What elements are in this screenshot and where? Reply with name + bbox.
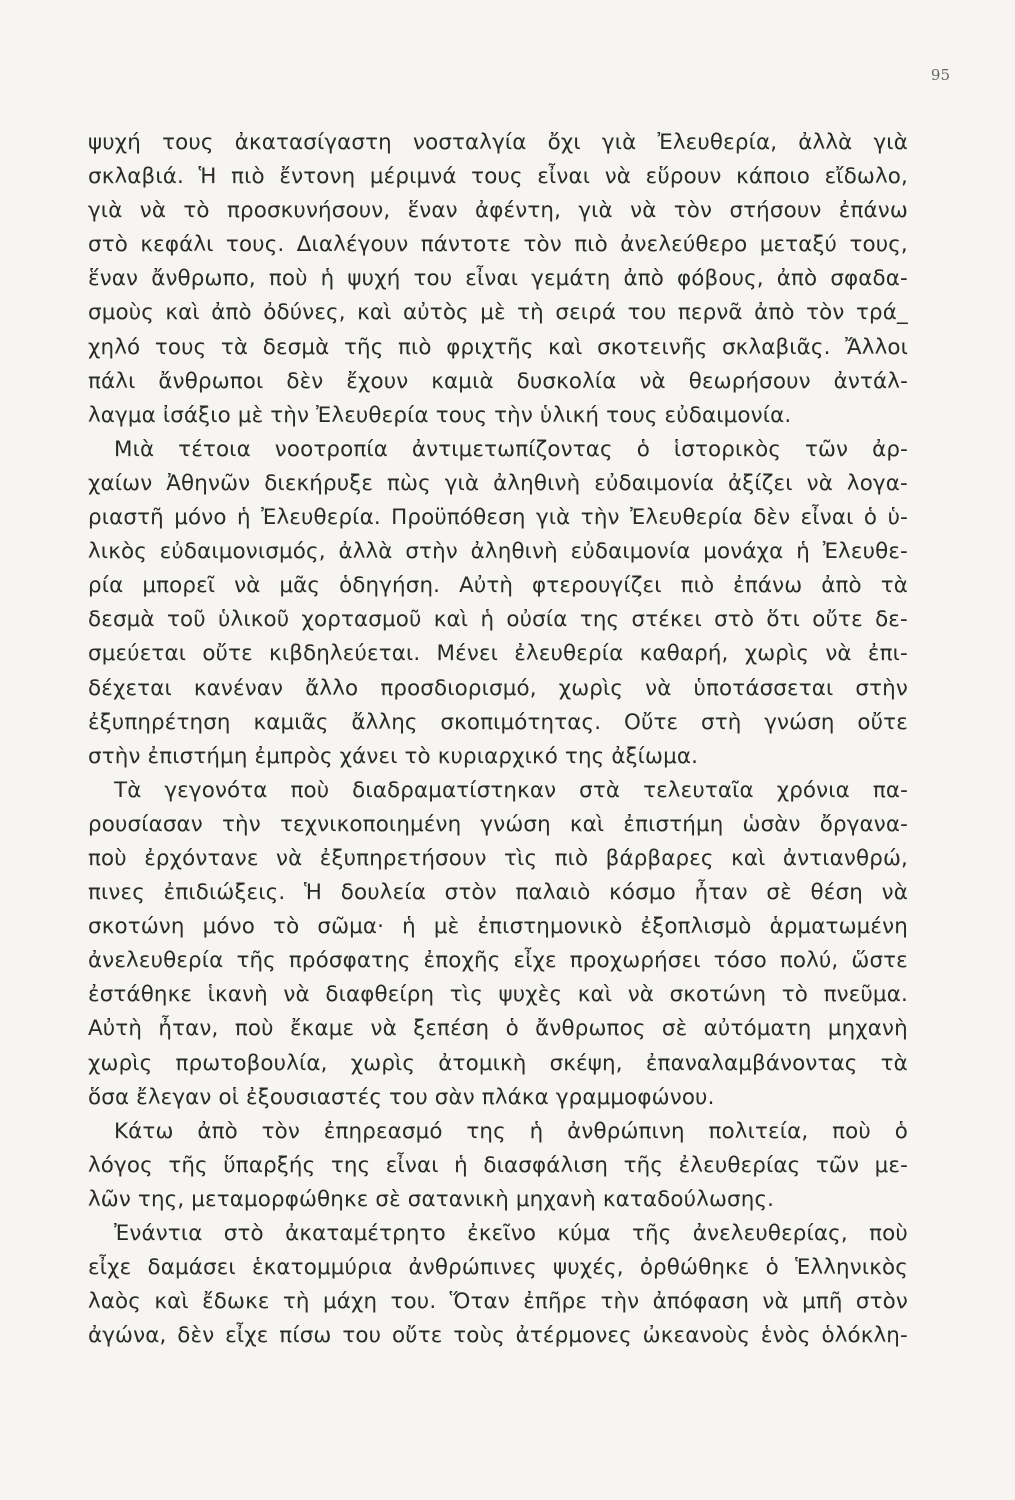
text-line: εἶχε δαμάσει ἑκατομμύρια ἀνθρώπινες ψυχές, ὀρθώθηκε ὁ Ἑλληνικὸς [88, 1255, 908, 1281]
text-line: σμοὺς καὶ ἀπὸ ὀδύνες, καὶ αὐτὸς μὲ τὴ σειρά του περνᾶ ἀπὸ τὸν τρά_ [88, 300, 908, 326]
text-line: δεσμὰ τοῦ ὑλικοῦ χορτασμοῦ καὶ ἡ οὐσία της στέκει στὸ ὅτι οὔτε δε- [88, 607, 908, 633]
text-line: λῶν της, μεταμορφώθηκε σὲ σατανικὴ μηχανὴ καταδούλωσης. [88, 1186, 775, 1212]
text-line: ρουσίασαν τὴν τεχνικοποιημένη γνώση καὶ ἐπιστήμη ὡσὰν ὄργανα- [88, 811, 908, 837]
text-line: λαγμα ἰσάξιο μὲ τὴν Ἐλευθερία τους τὴν ὑλική τους εὐδαιμονία. [88, 402, 792, 428]
text-line: χαίων Ἀθηνῶν διεκήρυξε πὼς γιὰ ἀληθινὴ εὐδαιμονία ἀξίζει νὰ λογα- [88, 470, 908, 496]
text-line: Τὰ γεγονότα ποὺ διαδραματίστηκαν στὰ τελευταῖα χρόνια πα- [114, 777, 908, 803]
text-line: σκλαβιά. Ἡ πιὸ ἔντονη μέριμνά τους εἶναι νὰ εὕρουν κάποιο εἴδωλο, [88, 164, 908, 190]
text-line: ἐξυπηρέτηση καμιᾶς ἄλλης σκοπιμότητας. Οὔτε στὴ γνώση οὔτε [88, 709, 908, 735]
text-line: χηλό τους τὰ δεσμὰ τῆς πιὸ φριχτῆς καὶ σκοτεινῆς σκλαβιᾶς. Ἄλλοι [88, 334, 908, 360]
text-line: ριαστῆ μόνο ἡ Ἐλευθερία. Προϋπόθεση γιὰ τὴν Ἐλευθερία δὲν εἶναι ὁ ὑ- [88, 505, 908, 531]
text-line: ρία μπορεῖ νὰ μᾶς ὁδηγήση. Αὐτὴ φτερουγίζει πιὸ ἐπάνω ἀπὸ τὰ [88, 573, 908, 599]
text-line: δέχεται κανέναν ἄλλο προσδιορισμό, χωρὶς νὰ ὑποτάσσεται στὴν [88, 675, 908, 701]
text-line: λαὸς καὶ ἔδωκε τὴ μάχη του. Ὅταν ἐπῆρε τὴν ἀπόφαση νὰ μπῆ στὸν [88, 1289, 908, 1315]
text-line: σκοτώνη μόνο τὸ σῶμα· ἡ μὲ ἐπιστημονικὸ ἐξοπλισμὸ ἁρματωμένη [88, 914, 908, 940]
text-line: ποὺ ἐρχόντανε νὰ ἐξυπηρετήσουν τὶς πιὸ βάρβαρες καὶ ἀντιανθρώ, [88, 845, 908, 871]
text-line: στὸ κεφάλι τους. Διαλέγουν πάντοτε τὸν πιὸ ἀνελεύθερο μεταξύ τους, [88, 232, 908, 258]
text-line: ἐστάθηκε ἱκανὴ νὰ διαφθείρη τὶς ψυχὲς καὶ νὰ σκοτώνη τὸ πνεῦμα. [88, 982, 908, 1008]
text-line: σμεύεται οὔτε κιβδηλεύεται. Μένει ἐλευθερία καθαρή, χωρὶς νὰ ἐπι- [88, 641, 908, 667]
text-line: ἕναν ἄνθρωπο, ποὺ ἡ ψυχή του εἶναι γεμάτη ἀπὸ φόβους, ἀπὸ σφαδα- [88, 266, 908, 292]
text-line: λικὸς εὐδαιμονισμός, ἀλλὰ στὴν ἀληθινὴ εὐδαιμονία μονάχα ἡ Ἐλευθε- [88, 539, 908, 565]
text-line: ὅσα ἔλεγαν οἱ ἐξουσιαστές του σὰν πλάκα γραμμοφώνου. [88, 1084, 715, 1110]
text-line: Μιὰ τέτοια νοοτροπία ἀντιμετωπίζοντας ὁ ἱστορικὸς τῶν ἀρ- [114, 436, 908, 462]
text-line: Ἐνάντια στὸ ἀκαταμέτρητο ἐκεῖνο κύμα τῆς ἀνελευθερίας, ποὺ [114, 1221, 908, 1246]
text-line: ἀγώνα, δὲν εἶχε πίσω του οὔτε τοὺς ἀτέρμονες ὠκεανοὺς ἑνὸς ὁλόκλη- [88, 1323, 908, 1349]
page-number: 95 [930, 66, 950, 84]
text-line: λόγος τῆς ὕπαρξής της εἶναι ἡ διασφάλιση τῆς ἐλευθερίας τῶν με- [88, 1152, 908, 1178]
body-text [88, 126, 908, 1353]
text-line: Αὐτὴ ἦταν, ποὺ ἔκαμε νὰ ξεπέση ὁ ἄνθρωπος σὲ αὐτόματη μηχανὴ [88, 1016, 908, 1042]
text-line: στὴν ἐπιστήμη ἐμπρὸς χάνει τὸ κυριαρχικό της ἀξίωμα. [88, 743, 699, 769]
text-line: πάλι ἄνθρωποι δὲν ἔχουν καμιὰ δυσκολία νὰ θεωρήσουν ἀντάλ- [88, 368, 908, 394]
text-line: ἀνελευθερία τῆς πρόσφατης ἐποχῆς εἶχε προχωρήσει τόσο πολύ, ὥστε [88, 948, 908, 974]
text-line: χωρὶς πρωτοβουλία, χωρὶς ἀτομικὴ σκέψη, ἐπαναλαμβάνοντας τὰ [88, 1050, 908, 1076]
text-line: ψυχή τους ἀκατασίγαστη νοσταλγία ὄχι γιὰ Ἐλευθερία, ἀλλὰ γιὰ [88, 130, 908, 155]
text-line: γιὰ νὰ τὸ προσκυνήσουν, ἕναν ἀφέντη, γιὰ νὰ τὸν στήσουν ἐπάνω [88, 198, 908, 224]
text-line: πινες ἐπιδιώξεις. Ἡ δουλεία στὸν παλαιὸ κόσμο ἦταν σὲ θέση νὰ [88, 880, 908, 906]
text-line: Κάτω ἀπὸ τὸν ἐπηρεασμό της ἡ ἀνθρώπινη πολιτεία, ποὺ ὁ [114, 1118, 908, 1144]
